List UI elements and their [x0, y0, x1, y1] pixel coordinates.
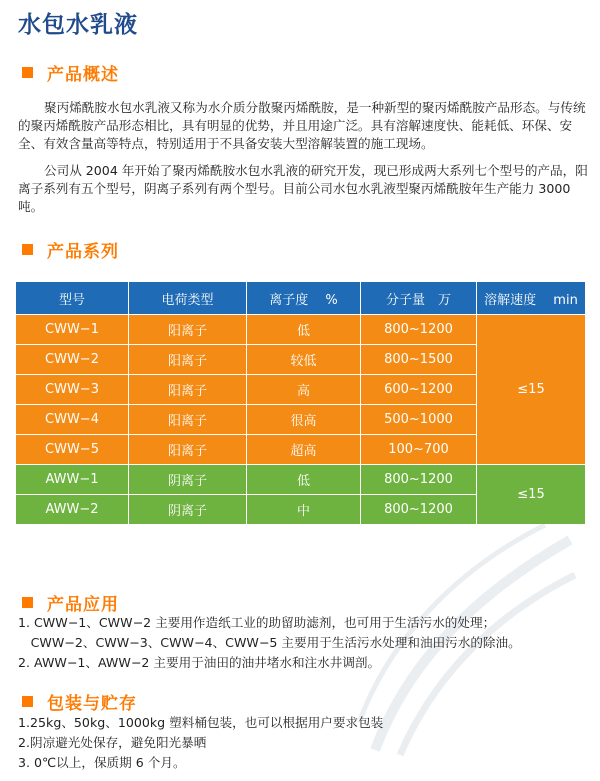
cell-model: CWW−3	[16, 375, 129, 405]
cell-molecular-weight: 800~1200	[361, 465, 477, 495]
cell-model: AWW−1	[16, 465, 129, 495]
cell-model: AWW−2	[16, 495, 129, 525]
list-item: 3. 0℃以上，保质期 6 个月。	[18, 755, 186, 770]
orange-square-icon	[22, 597, 33, 608]
storage-list	[18, 713, 593, 773]
cell-dissolve-speed-anion: ≤15	[477, 465, 586, 525]
section-header-overview	[22, 60, 119, 84]
section-title-overview: 产品概述	[47, 64, 119, 85]
cell-molecular-weight: 800~1200	[361, 315, 477, 345]
column-header-molecular-weight: 分子量 万	[361, 282, 477, 315]
cell-ionicity: 高	[247, 375, 361, 405]
table-header-row	[16, 282, 586, 315]
column-header-charge: 电荷类型	[129, 282, 247, 315]
cell-ionicity: 很高	[247, 405, 361, 435]
cell-model: CWW−2	[16, 345, 129, 375]
section-header-series	[22, 237, 119, 261]
list-item: 1. CWW−1、CWW−2 主要用作造纸工业的助留助滤剂，也可用于生活污水的处理；	[18, 615, 496, 630]
cell-molecular-weight: 500~1000	[361, 405, 477, 435]
cell-dissolve-speed-cation: ≤15	[477, 315, 586, 465]
cell-ionicity: 超高	[247, 435, 361, 465]
list-item: 2. AWW−1、AWW−2 主要用于油田的油井堵水和注水井调剖。	[18, 655, 381, 670]
cell-ionicity: 中	[247, 495, 361, 525]
list-item: 1.25kg、50kg、1000kg 塑料桶包装，也可以根据用户要求包装	[18, 715, 384, 730]
cell-charge: 阳离子	[129, 315, 247, 345]
table-row	[16, 465, 586, 495]
cell-molecular-weight: 600~1200	[361, 375, 477, 405]
cell-molecular-weight: 800~1200	[361, 495, 477, 525]
cell-molecular-weight: 100~700	[361, 435, 477, 465]
overview-paragraph-1: 聚丙烯酰胺水包水乳液又称为水介质分散聚丙烯酰胺，是一种新型的聚丙烯酰胺产品形态。与传统的聚丙烯酰胺产品形态相比，具有明显的优势，并且用途广泛。具有溶解速度快、能耗低、环保、安全、有效含量高等特点，特别适用于不具备安装大型溶解装置的施工现场。	[18, 100, 586, 152]
section-title-storage: 包装与贮存	[47, 693, 137, 714]
section-header-application	[22, 590, 119, 614]
column-header-model: 型号	[16, 282, 129, 315]
page-title: 水包水乳液	[18, 12, 138, 38]
cell-charge: 阳离子	[129, 345, 247, 375]
section-header-storage	[22, 689, 137, 713]
cell-molecular-weight: 800~1500	[361, 345, 477, 375]
cell-model: CWW−4	[16, 405, 129, 435]
section-title-series: 产品系列	[47, 241, 119, 262]
list-item: 2.阴凉避光处保存，避免阳光暴晒	[18, 735, 207, 750]
table-row	[16, 315, 586, 345]
list-item: CWW−2、CWW−3、CWW−4、CWW−5 主要用于生活污水处理和油田污水的除油。	[18, 635, 521, 650]
column-header-ionicity: 离子度 %	[247, 282, 361, 315]
column-header-dissolve-speed: 溶解速度 min	[477, 282, 586, 315]
cell-ionicity: 低	[247, 465, 361, 495]
section-title-application: 产品应用	[47, 594, 119, 615]
cell-ionicity: 较低	[247, 345, 361, 375]
overview-paragraph-2: 公司从 2004 年开始了聚丙烯酰胺水包水乳液的研究开发，现已形成两大系列七个型号的产品，阳离子系列有五个型号，阴离子系列有两个型号。目前公司水包水乳液型聚丙烯酰胺年生产能力 3000 吨。	[18, 163, 588, 215]
cell-charge: 阳离子	[129, 435, 247, 465]
product-series-table	[15, 281, 586, 525]
cell-charge: 阳离子	[129, 405, 247, 435]
cell-ionicity: 低	[247, 315, 361, 345]
cell-model: CWW−1	[16, 315, 129, 345]
cell-model: CWW−5	[16, 435, 129, 465]
application-list	[18, 613, 593, 673]
orange-square-icon	[22, 67, 33, 78]
cell-charge: 阴离子	[129, 495, 247, 525]
orange-square-icon	[22, 696, 33, 707]
cell-charge: 阳离子	[129, 375, 247, 405]
cell-charge: 阴离子	[129, 465, 247, 495]
orange-square-icon	[22, 244, 33, 255]
